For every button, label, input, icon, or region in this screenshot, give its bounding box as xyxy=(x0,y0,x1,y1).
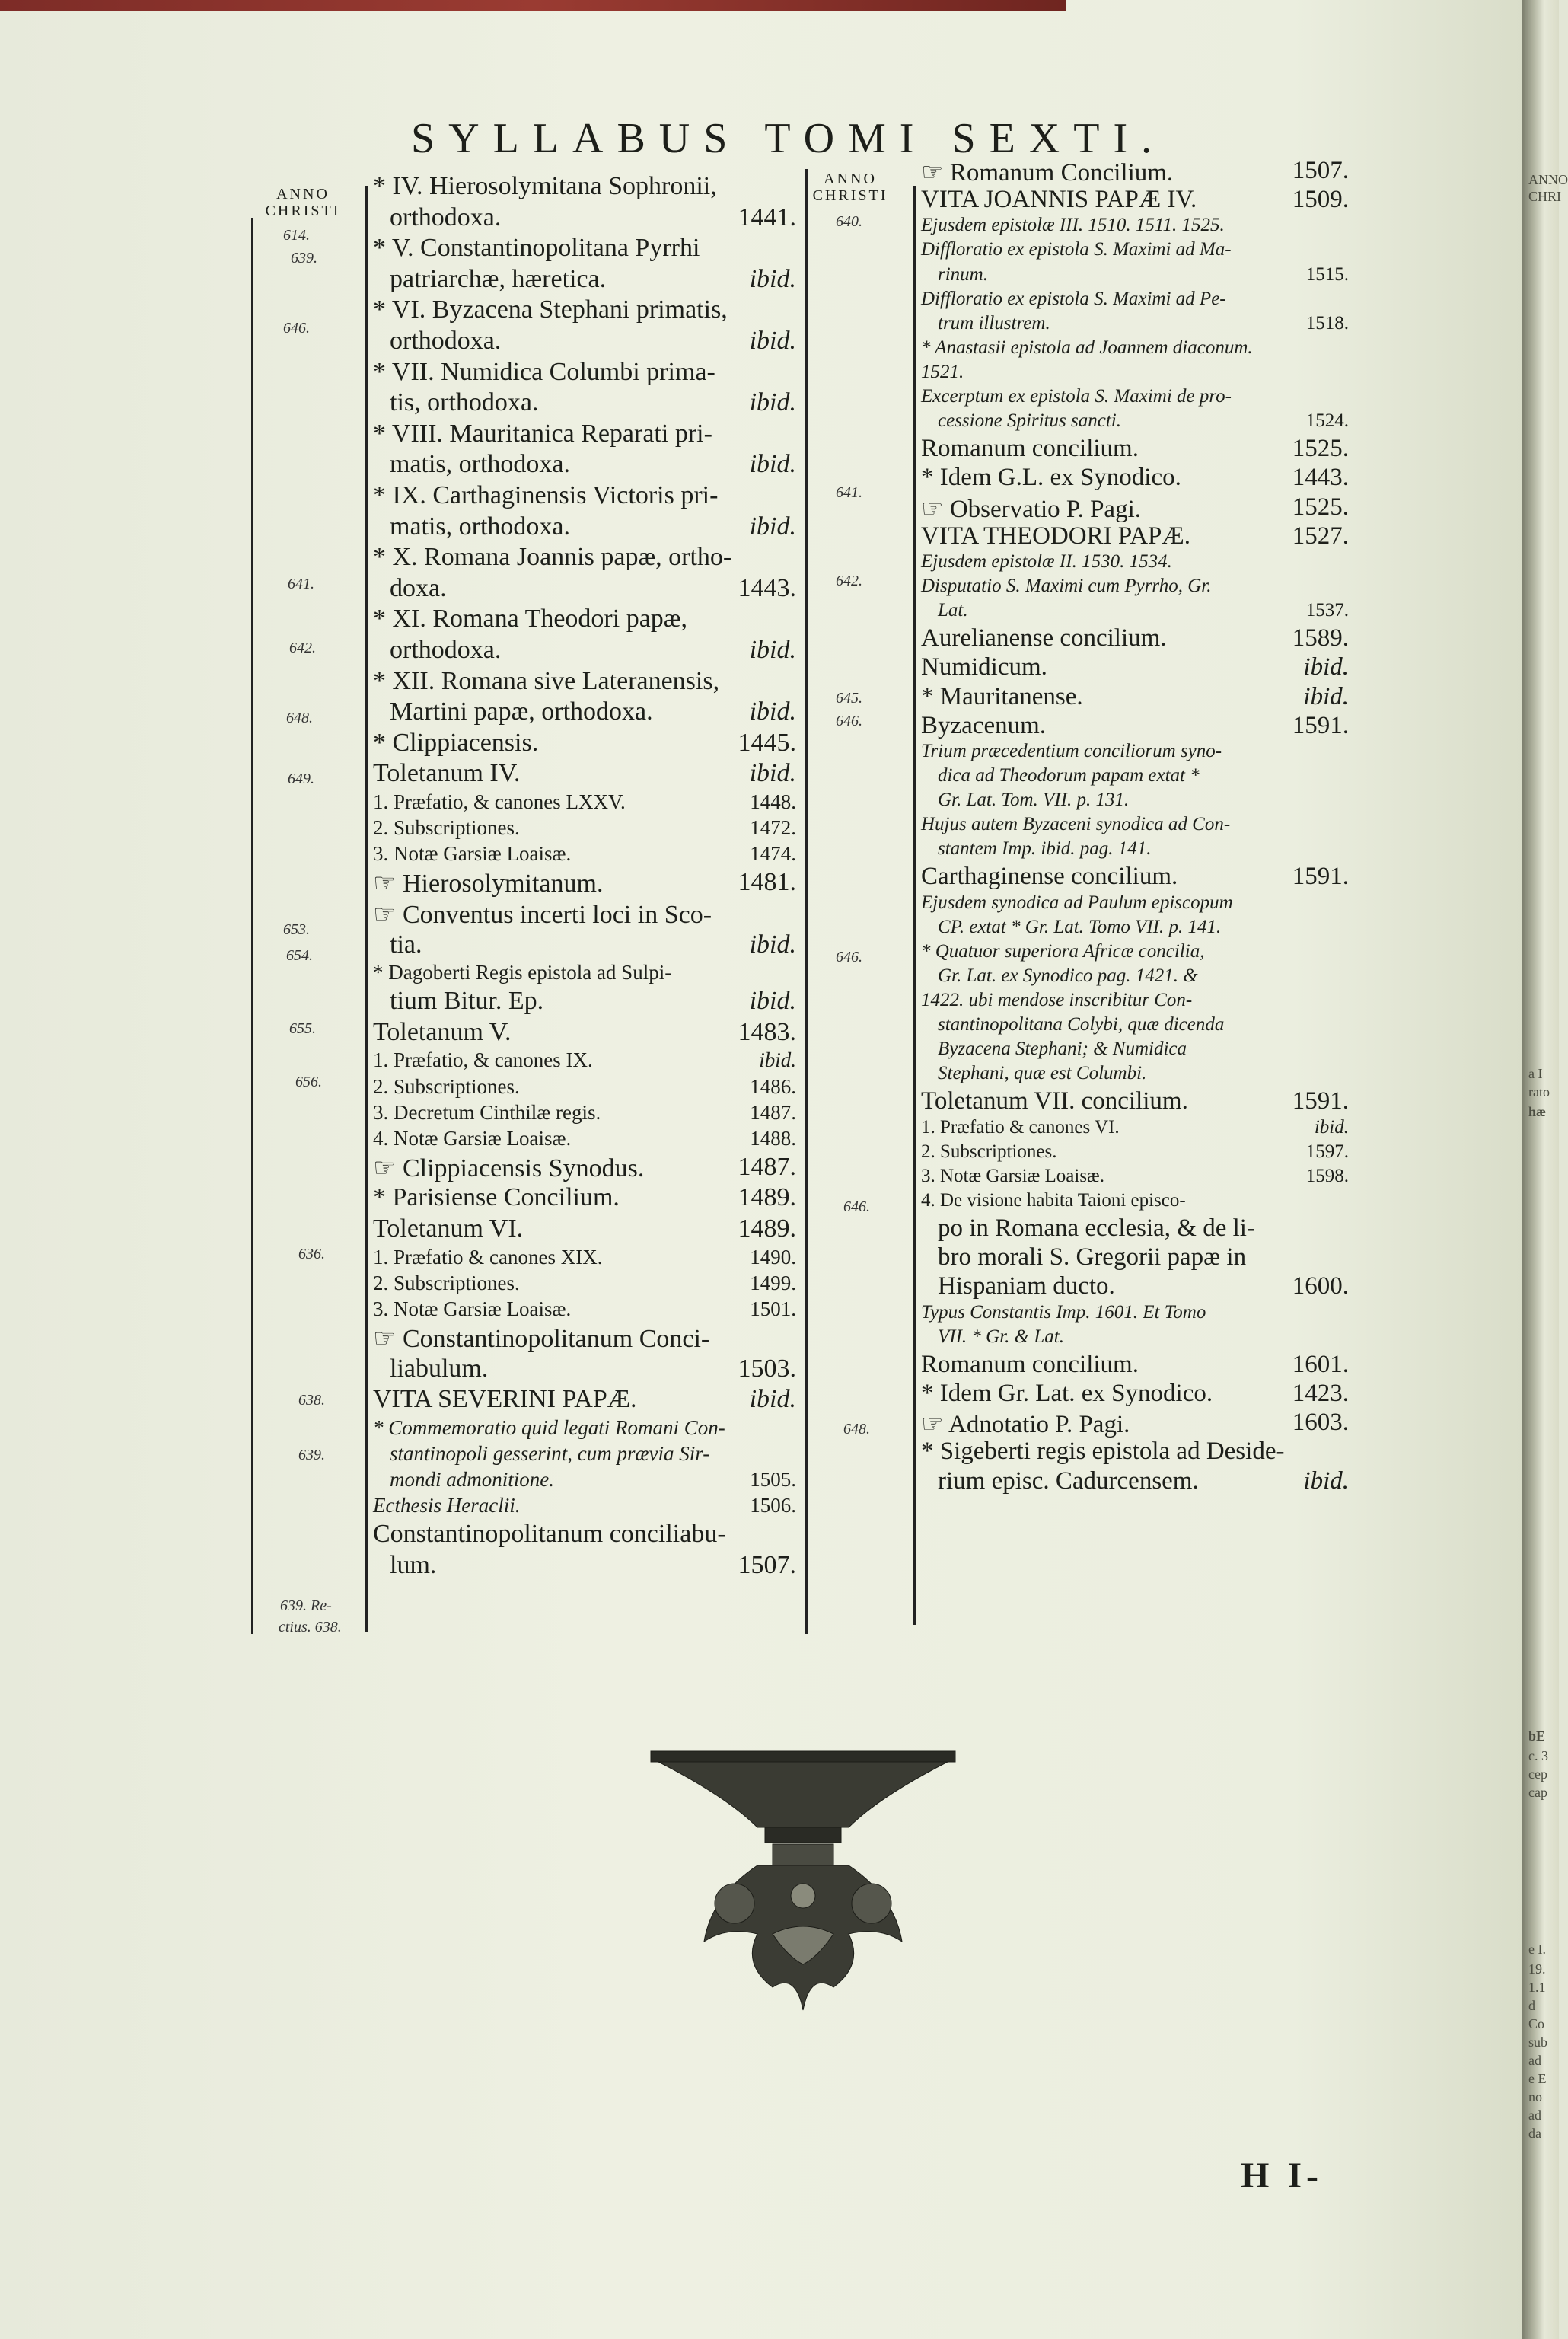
entry-text: 2. Subscriptiones. xyxy=(373,1271,520,1294)
year-marker: 648. xyxy=(843,1421,870,1438)
entry-text: * VII. Numidica Columbi prima- xyxy=(373,357,715,386)
entry-text: orthodoxa. xyxy=(390,203,502,231)
entry-text: dica ad Theodorum papam extat * xyxy=(938,765,1200,787)
year-marker: 638. xyxy=(298,1392,325,1409)
page-ref: 1499. xyxy=(750,1271,796,1294)
page-ref: 1589. xyxy=(1292,624,1349,653)
year-marker: 642. xyxy=(836,573,862,589)
entry-text: Romanum concilium. xyxy=(921,435,1139,463)
entry-text: 3. Notæ Garsiæ Loaisæ. xyxy=(373,1297,572,1320)
left-column xyxy=(373,172,801,1649)
entry-text: Hujus autem Byzaceni synodica ad Con- xyxy=(921,814,1231,835)
year-marker: 646. xyxy=(283,320,310,337)
facing-text: a I xyxy=(1528,1066,1543,1081)
facing-text: sub xyxy=(1528,2034,1548,2050)
entry-text: lum. xyxy=(390,1550,437,1579)
facing-text: da xyxy=(1528,2126,1541,2141)
entry-text: * Dagoberti Regis epistola ad Sulpi- xyxy=(373,961,672,984)
entry-text: Toletanum VI. xyxy=(373,1214,524,1243)
entry-text: Lat. xyxy=(938,600,968,621)
year-marker: ctius. 638. xyxy=(279,1619,342,1635)
page-ref: ibid. xyxy=(1314,1116,1349,1138)
entry-text: ☞ Conventus incerti loci in Sco- xyxy=(373,900,712,929)
binding-edge xyxy=(0,0,1066,11)
facing-text: e E xyxy=(1528,2071,1547,2086)
entry-text: ☞ Constantinopolitanum Conci- xyxy=(373,1324,710,1353)
entry-text: rium episc. Cadurcensem. xyxy=(938,1466,1199,1495)
entry-text: Diffloratio ex epistola S. Maximi ad Pe- xyxy=(921,288,1226,309)
entry-text: ☞ Romanum Concilium. xyxy=(921,159,1174,187)
entry-text: ☞ Observatio P. Pagi. xyxy=(921,495,1141,523)
entry-text: Toletanum V. xyxy=(373,1017,512,1046)
entry-text: Constantinopolitanum conciliabu- xyxy=(373,1520,726,1549)
entry-text: 3. Notæ Garsiæ Loaisæ. xyxy=(921,1165,1104,1186)
entry-text: tia. xyxy=(390,930,422,959)
year-marker: 641. xyxy=(836,484,862,501)
year-marker: 655. xyxy=(289,1020,316,1037)
page-ref: 1509. xyxy=(1292,186,1349,214)
entry-text: ☞ Adnotatio P. Pagi. xyxy=(921,1411,1130,1439)
entry-text: Carthaginense concilium. xyxy=(921,863,1178,891)
entry-text: 1. Præfatio, & canones IX. xyxy=(373,1048,593,1072)
entry-text: Byzacena Stephani; & Numidica xyxy=(938,1039,1187,1060)
rule-left-text xyxy=(365,186,368,1632)
facing-text: Co xyxy=(1528,2016,1545,2031)
page-ref: ibid. xyxy=(749,930,796,959)
entry-text: 4. De visione habita Taioni episco- xyxy=(921,1189,1186,1211)
page-ref: 1506. xyxy=(750,1494,796,1517)
page-ref: 1483. xyxy=(738,1017,796,1046)
entry-text: ☞ Clippiacensis Synodus. xyxy=(373,1154,645,1182)
entry-text: 1. Præfatio & canones VI. xyxy=(921,1116,1120,1138)
page-ref: 1600. xyxy=(1292,1272,1349,1300)
anno-christi-left: ANNO CHRISTI xyxy=(265,186,341,219)
entry-text: patriarchæ, hæretica. xyxy=(390,264,607,293)
entry-text: ☞ Hierosolymitanum. xyxy=(373,870,604,898)
entry-text: doxa. xyxy=(390,573,447,602)
entry-text: Numidicum. xyxy=(921,653,1047,681)
page-ref: 1601. xyxy=(1292,1350,1349,1378)
page-ref: 1443. xyxy=(1292,464,1349,492)
entry-text: mondi admonitione. xyxy=(390,1467,554,1491)
year-marker: 642. xyxy=(289,640,316,656)
page-ref: 1518. xyxy=(1305,312,1349,333)
entry-text: * Anastasii epistola ad Joannem diaconum. xyxy=(921,337,1253,358)
entry-text: liabulum. xyxy=(390,1354,489,1383)
entry-text: * Idem Gr. Lat. ex Synodico. xyxy=(921,1379,1213,1407)
page-ref: 1445. xyxy=(738,728,796,757)
entry-text: * Quatuor superiora Africæ concilia, xyxy=(921,940,1205,962)
page-ref: 1443. xyxy=(738,573,796,602)
entry-text: stantinopoli gesserint, cum prævia Sir- xyxy=(390,1441,710,1465)
page-ref: 1489. xyxy=(738,1214,796,1243)
entry-text: * IV. Hierosolymitana Sophronii, xyxy=(373,172,717,200)
entry-text: orthodoxa. xyxy=(390,636,502,664)
entry-text: Stephani, quæ est Columbi. xyxy=(938,1063,1147,1084)
entry-text: po in Romana ecclesia, & de li- xyxy=(938,1214,1255,1242)
entry-text: Gr. Lat. Tom. VII. p. 131. xyxy=(938,790,1130,811)
entry-text: Disputatio S. Maximi cum Pyrrho, Gr. xyxy=(921,576,1212,597)
entry-text: * VIII. Mauritanica Reparati pri- xyxy=(373,419,712,448)
entry-text: Diffloratio ex epistola S. Maximi ad Ma- xyxy=(921,239,1232,260)
entry-text: bro morali S. Gregorii papæ in xyxy=(938,1243,1247,1272)
page-ref: 1423. xyxy=(1292,1379,1349,1407)
page-ref: ibid. xyxy=(749,697,796,726)
entry-text: * Mauritanense. xyxy=(921,682,1083,710)
tailpiece-ornament xyxy=(643,1744,963,2025)
entry-text: 1. Præfatio, & canones LXXV. xyxy=(373,790,626,813)
facing-text: ANNO xyxy=(1528,172,1568,187)
facing-text: hæ xyxy=(1528,1104,1547,1119)
page-ref: 1525. xyxy=(1292,435,1349,463)
year-marker: 636. xyxy=(298,1246,325,1262)
page-ref: ibid. xyxy=(749,636,796,664)
entry-text: * VI. Byzacena Stephani primatis, xyxy=(373,295,728,324)
entry-text: 2. Subscriptiones. xyxy=(373,816,520,840)
entry-text: Ejusdem epistolæ III. 1510. 1511. 1525. xyxy=(921,215,1225,236)
year-marker: 640. xyxy=(836,213,862,230)
page-ref: 1598. xyxy=(1305,1165,1349,1186)
anno-christi-right: ANNO CHRISTI xyxy=(812,171,888,204)
entry-text: * V. Constantinopolitana Pyrrhi xyxy=(373,234,700,263)
facing-text: ad xyxy=(1528,2108,1541,2123)
page-ref: 1591. xyxy=(1292,711,1349,739)
rule-left-years xyxy=(251,218,253,1634)
year-marker: 646. xyxy=(836,713,862,729)
entry-text: Gr. Lat. ex Synodico pag. 1421. & xyxy=(938,965,1198,986)
facing-text: bE xyxy=(1528,1728,1546,1744)
entry-text: Trium præcedentium conciliorum syno- xyxy=(921,741,1222,762)
entry-text: rinum. xyxy=(938,263,988,285)
entry-text: Hispaniam ducto. xyxy=(938,1272,1115,1300)
entry-text: Martini papæ, orthodoxa. xyxy=(390,697,653,726)
year-marker: 646. xyxy=(836,949,862,965)
entry-text: 1422. ubi mendose inscribitur Con- xyxy=(921,990,1193,1011)
page-ref: ibid. xyxy=(759,1048,796,1072)
page-ref: 1537. xyxy=(1305,600,1349,621)
entry-text: 2. Subscriptiones. xyxy=(373,1074,520,1098)
facing-text: 19. xyxy=(1528,1961,1546,1977)
page-ref: ibid. xyxy=(749,759,796,788)
page-ref: 1487. xyxy=(738,1152,796,1181)
entry-text: * X. Romana Joannis papæ, ortho- xyxy=(373,543,732,572)
signature-mark: H I- xyxy=(1241,2156,1323,2196)
page-ref: 1507. xyxy=(738,1550,796,1579)
page-ref: 1448. xyxy=(750,790,796,813)
entry-text: Ecthesis Heraclii. xyxy=(373,1494,521,1517)
entry-text: tis, orthodoxa. xyxy=(390,388,539,417)
year-marker: 641. xyxy=(288,576,314,592)
entry-text: VII. * Gr. & Lat. xyxy=(938,1326,1064,1347)
entry-text: * Idem G.L. ex Synodico. xyxy=(921,464,1181,492)
page-ref: 1489. xyxy=(738,1183,796,1212)
page-ref: 1472. xyxy=(750,816,796,840)
page-ref: ibid. xyxy=(1303,682,1349,710)
entry-text: Toletanum VII. concilium. xyxy=(921,1087,1188,1115)
page-ref: 1474. xyxy=(750,842,796,866)
page-ref: ibid. xyxy=(749,264,796,293)
entry-text: * Commemoratio quid legati Romani Con- xyxy=(373,1415,725,1439)
entry-text: 1521. xyxy=(921,361,964,382)
entry-text: Ejusdem epistolæ II. 1530. 1534. xyxy=(921,550,1172,572)
entry-text: Ejusdem synodica ad Paulum episcopum xyxy=(921,892,1233,913)
right-column xyxy=(921,157,1353,1634)
entry-text: trum illustrem. xyxy=(938,312,1050,333)
page-ref: 1441. xyxy=(738,203,796,231)
facing-text: ad xyxy=(1528,2053,1541,2068)
entry-text: stantinopolitana Colybi, quæ dicenda xyxy=(938,1014,1225,1035)
page-ref: 1524. xyxy=(1305,410,1349,432)
page-ref: ibid. xyxy=(1303,1466,1349,1495)
page-ref: ibid. xyxy=(749,512,796,541)
page-ref: 1490. xyxy=(750,1245,796,1268)
page-ref: 1503. xyxy=(738,1354,796,1383)
page-ref: 1486. xyxy=(750,1074,796,1098)
year-marker: 648. xyxy=(286,710,313,726)
entry-text: * XI. Romana Theodori papæ, xyxy=(373,605,687,633)
page-header: SYLLABUS TOMI SEXTI. xyxy=(411,115,1166,162)
facing-text: d xyxy=(1528,1998,1535,2013)
entry-text: Typus Constantis Imp. 1601. Et Tomo xyxy=(921,1301,1206,1323)
page-ref: 1591. xyxy=(1292,863,1349,891)
page-ref: 1507. xyxy=(1292,157,1349,184)
year-marker: 639. xyxy=(298,1447,325,1463)
entry-text: * Sigeberti regis epistola ad Deside- xyxy=(921,1438,1285,1466)
year-marker: 656. xyxy=(295,1074,322,1090)
page-ref: ibid. xyxy=(749,388,796,417)
entry-text: tium Bitur. Ep. xyxy=(390,987,544,1016)
facing-text: 1.1 xyxy=(1528,1980,1546,1995)
page-ref: 1505. xyxy=(750,1467,796,1491)
entry-text: Excerptum ex epistola S. Maximi de pro- xyxy=(921,386,1232,407)
page-ref: 1487. xyxy=(750,1100,796,1124)
page-ref: 1481. xyxy=(738,868,796,897)
facing-text: e I. xyxy=(1528,1942,1546,1957)
facing-text: c. 3 xyxy=(1528,1748,1548,1763)
page-ref: ibid. xyxy=(749,327,796,355)
year-marker: 646. xyxy=(843,1198,870,1215)
entry-text: matis, orthodoxa. xyxy=(390,450,571,479)
entry-text: 2. Subscriptiones. xyxy=(921,1141,1057,1162)
facing-text: no xyxy=(1528,2089,1542,2104)
page-ref: 1527. xyxy=(1292,522,1349,550)
year-marker: 639. Re- xyxy=(280,1597,332,1614)
entry-text: Byzacenum. xyxy=(921,711,1047,739)
entry-text: 1. Præfatio & canones XIX. xyxy=(373,1245,603,1268)
entry-text: * Parisiense Concilium. xyxy=(373,1183,620,1212)
year-marker: 649. xyxy=(288,771,314,787)
entry-text: 4. Notæ Garsiæ Loaisæ. xyxy=(373,1126,572,1150)
facing-text: rato xyxy=(1528,1084,1550,1099)
entry-text: VITA JOANNIS PAPÆ IV. xyxy=(921,186,1197,214)
entry-text: Aurelianense concilium. xyxy=(921,624,1167,653)
entry-text: * IX. Carthaginensis Victoris pri- xyxy=(373,481,719,509)
facing-text: CHRI xyxy=(1528,189,1562,204)
entry-text: * XII. Romana sive Lateranensis, xyxy=(373,666,720,695)
entry-text: 3. Notæ Garsiæ Loaisæ. xyxy=(373,842,572,866)
page-ref: ibid. xyxy=(1303,653,1349,681)
page-ref: 1597. xyxy=(1305,1141,1349,1162)
page-ref: 1501. xyxy=(750,1297,796,1320)
page-ref: ibid. xyxy=(749,987,796,1016)
entry-text: orthodoxa. xyxy=(390,327,502,355)
page-ref: 1591. xyxy=(1292,1087,1349,1115)
entry-text: stantem Imp. ibid. pag. 141. xyxy=(938,838,1152,860)
year-marker: 653. xyxy=(283,921,310,938)
year-marker: 639. xyxy=(291,250,317,266)
page-ref: 1515. xyxy=(1305,263,1349,285)
entry-text: CP. extat * Gr. Lat. Tomo VII. p. 141. xyxy=(938,916,1222,937)
year-marker: 645. xyxy=(836,690,862,707)
year-marker: 654. xyxy=(286,947,313,964)
entry-text: VITA SEVERINI PAPÆ. xyxy=(373,1385,637,1414)
page-ref: 1488. xyxy=(750,1126,796,1150)
rule-right-text xyxy=(913,186,916,1625)
year-marker: 614. xyxy=(283,227,310,244)
entry-text: Toletanum IV. xyxy=(373,759,521,788)
entry-text: 3. Decretum Cinthilæ regis. xyxy=(373,1100,601,1124)
facing-text: cap xyxy=(1528,1785,1547,1800)
page-ref: ibid. xyxy=(749,450,796,479)
entry-text: cessione Spiritus sancti. xyxy=(938,410,1121,432)
entry-text: VITA THEODORI PAPÆ. xyxy=(921,522,1190,550)
page-ref: 1525. xyxy=(1292,493,1349,521)
entry-text: Romanum concilium. xyxy=(921,1350,1139,1378)
entry-text: * Clippiacensis. xyxy=(373,728,539,757)
rule-left-col-end xyxy=(805,169,808,1634)
page-ref: ibid. xyxy=(749,1385,796,1414)
page-ref: 1603. xyxy=(1292,1409,1349,1437)
facing-text: cep xyxy=(1528,1766,1547,1782)
entry-text: matis, orthodoxa. xyxy=(390,512,571,541)
